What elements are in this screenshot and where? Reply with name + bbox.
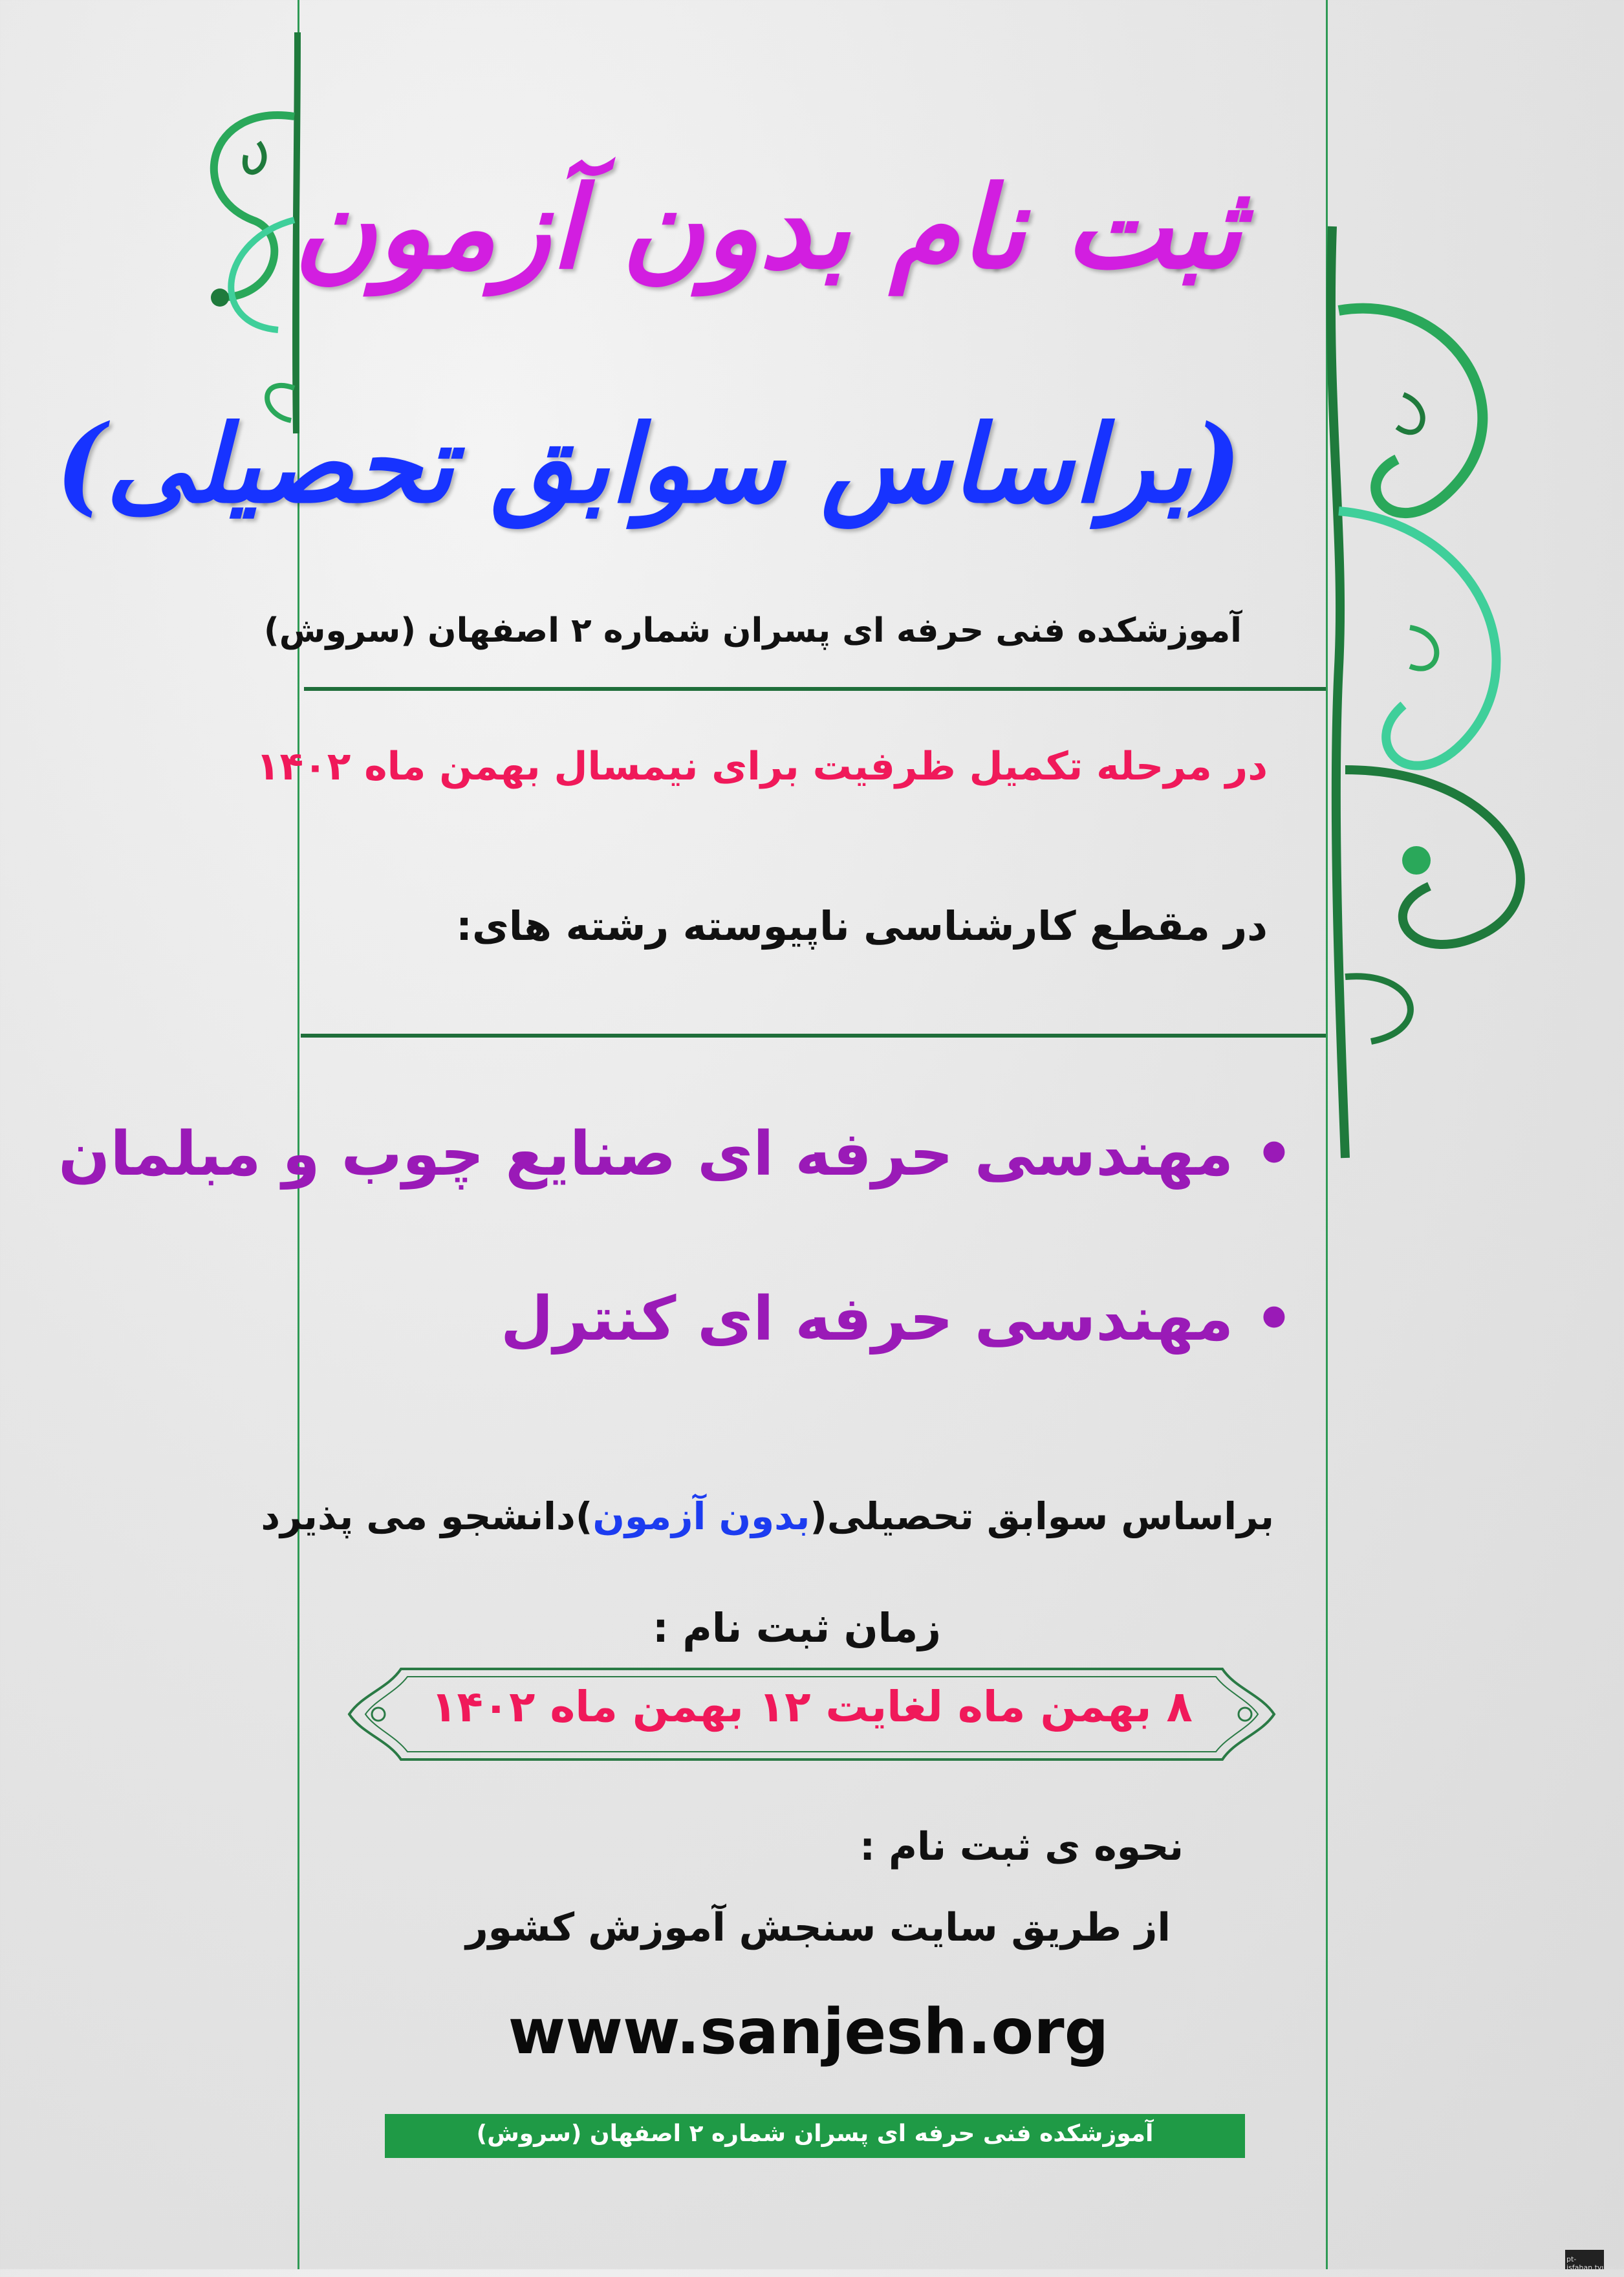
right-ornament: [1319, 213, 1565, 1171]
degree-text: در مقطع کارشناسی ناپیوسته رشته های:: [456, 902, 1268, 950]
bullet-icon: •: [1233, 1119, 1294, 1190]
admission-before: براساس سوابق تحصیلی(: [810, 1494, 1274, 1538]
poster-title: ثبت نام بدون آزمون: [294, 162, 1242, 294]
admission-highlight: بدون آزمون: [592, 1494, 810, 1538]
major-item: [58, 1119, 1294, 1190]
corner-badge-text: pt-isfahan.tvu.ac.ir: [1566, 2255, 1624, 2272]
bullet-icon: •: [1233, 1284, 1294, 1355]
poster-subtitle: (براساس سوابق تحصیلی): [55, 401, 1242, 527]
registration-dates: ۸ بهمن ماه لغایت ۱۲ بهمن ماه ۱۴۰۲: [431, 1682, 1193, 1732]
divider-top: [304, 687, 1326, 691]
corner-badge: [1565, 2250, 1624, 2272]
registration-method-value: از طریق سایت سنجش آموزش کشور: [466, 1905, 1171, 1950]
college-name: آموزشکده فنی حرفه ای پسران شماره ۲ اصفهان (سروش): [263, 611, 1242, 650]
divider-middle: [301, 1034, 1326, 1038]
website-link[interactable]: www.sanjesh.org: [508, 1996, 1109, 2068]
registration-method-label: نحوه ی ثبت نام :: [860, 1824, 1184, 1869]
registration-time-label: زمان ثبت نام :: [652, 1604, 941, 1651]
phase-text: در مرحله تکمیل ظرفیت برای نیمسال بهمن ماه ۱۴۰۲: [255, 744, 1268, 789]
major-item: [501, 1284, 1294, 1355]
admission-after: )دانشجو می پذیرد: [261, 1494, 593, 1538]
footer-text: آموزشکده فنی حرفه ای پسران شماره ۲ اصفهان (سروش): [476, 2120, 1154, 2147]
admission-text: [261, 1494, 1274, 1538]
major-label: مهندسی حرفه ای کنترل: [500, 1284, 1234, 1355]
major-label: مهندسی حرفه ای صنایع چوب و مبلمان: [58, 1119, 1234, 1190]
top-left-ornament: [181, 26, 304, 440]
